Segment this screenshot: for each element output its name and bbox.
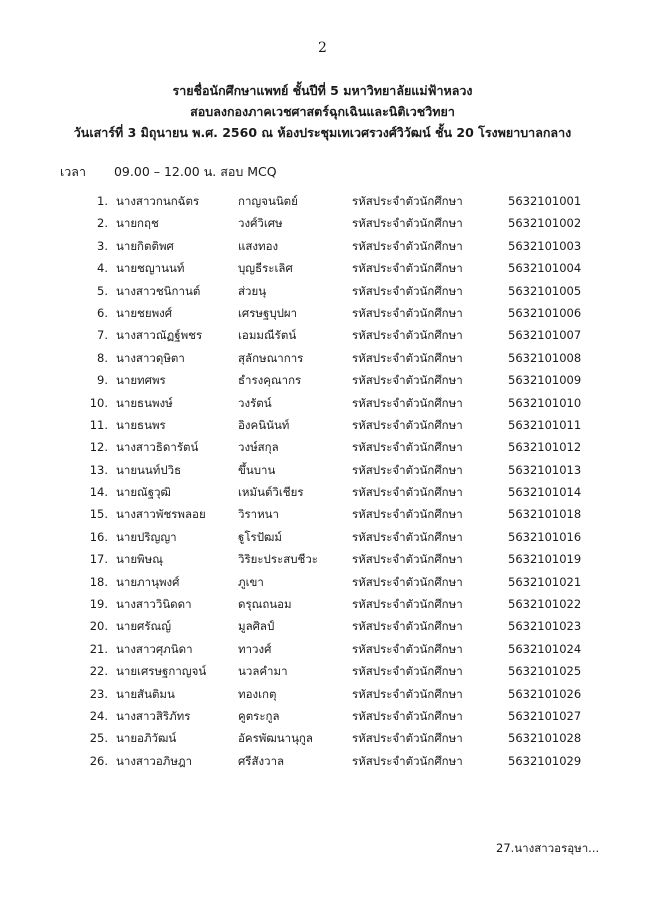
- student-row: [0, 662, 645, 684]
- student-first-name: นางสาวพัชรพลอย: [116, 507, 206, 522]
- student-number: 13.: [89, 462, 108, 477]
- student-last-name: ส่วยนุ: [238, 283, 267, 298]
- student-row: [0, 214, 645, 236]
- student-number: 1.: [97, 194, 108, 208]
- student-id-label: รหัสประจำตัวนักศึกษา: [352, 686, 463, 701]
- student-id: 5632101011: [508, 417, 582, 432]
- student-id-label: รหัสประจำตัวนักศึกษา: [352, 485, 463, 500]
- student-number: 17.: [89, 552, 108, 567]
- student-last-name: วงษ์สกุล: [238, 440, 279, 455]
- student-row: [0, 640, 645, 662]
- student-first-name: นายธนพร: [116, 417, 166, 432]
- student-id: 5632101013: [508, 462, 582, 477]
- student-row: [0, 304, 645, 326]
- session-time: 09.00 – 12.00 น. สอบ MCQ: [113, 164, 277, 179]
- student-number: 19.: [89, 597, 108, 612]
- student-id-label: รหัสประจำตัวนักศึกษา: [352, 440, 463, 455]
- student-first-name: นายกิตติพศ: [116, 238, 174, 253]
- student-last-name: ศรีสังวาล: [238, 753, 285, 768]
- header-date-venue: วันเสาร์ที่ 3 มิถุนายน พ.ศ. 2560 ณ ห้องประชุมเทเวศรวงศ์วิวัฒน์ ชั้น 20 โรงพยาบาลกลาง: [73, 125, 572, 140]
- student-id: 5632101023: [508, 619, 582, 634]
- student-number: 15.: [89, 507, 108, 522]
- student-row: [0, 505, 645, 527]
- student-row: [0, 707, 645, 729]
- student-row: [0, 349, 645, 371]
- student-first-name: นายอภิวัฒน์: [116, 731, 177, 746]
- student-first-name: นายกฤช: [116, 216, 159, 231]
- student-first-name: นางสาวชนิกานต์: [116, 283, 201, 298]
- student-last-name: ดรุณถนอม: [238, 597, 292, 612]
- student-row: [0, 573, 645, 595]
- continuation-note: 27.นางสาวอรอุษา...: [496, 841, 600, 855]
- student-first-name: นางสาวณัฏฐ์พชร: [116, 328, 203, 343]
- student-id-label: รหัสประจำตัวนักศึกษา: [352, 261, 463, 276]
- student-roster: [0, 192, 645, 774]
- student-row: [0, 394, 645, 416]
- student-number: 22.: [89, 664, 108, 679]
- student-id: 5632101022: [508, 597, 582, 612]
- student-first-name: นางสาวสิริภัทร: [116, 708, 191, 723]
- student-id: 5632101027: [508, 708, 582, 723]
- student-id-label: รหัสประจำตัวนักศึกษา: [352, 283, 463, 298]
- student-row: [0, 685, 645, 707]
- student-row: [0, 617, 645, 639]
- student-id: 5632101002: [508, 216, 582, 231]
- student-last-name: เหมันต์วิเชียร: [238, 485, 304, 500]
- student-last-name: วิราหนา: [238, 507, 279, 522]
- student-number: 4.: [97, 261, 108, 276]
- student-last-name: อิงคนินันท์: [238, 417, 290, 432]
- student-id: 5632101028: [508, 731, 582, 746]
- student-id-label: รหัสประจำตัวนักศึกษา: [352, 194, 463, 208]
- student-row: [0, 282, 645, 304]
- student-number: 18.: [89, 574, 108, 589]
- student-number: 16.: [89, 529, 108, 544]
- student-first-name: นางสาวศุภนิดา: [116, 641, 193, 656]
- student-number: 9.: [97, 373, 108, 388]
- student-number: 11.: [89, 417, 108, 432]
- student-last-name: คูตระกูล: [238, 708, 280, 723]
- student-id-label: รหัสประจำตัวนักศึกษา: [352, 417, 463, 432]
- student-last-name: ภูเขา: [238, 574, 264, 589]
- student-last-name: อัครพัฒนานุกูล: [238, 731, 313, 746]
- student-row: [0, 416, 645, 438]
- student-last-name: วงศ์วิเศษ: [238, 216, 283, 231]
- student-id-label: รหัสประจำตัวนักศึกษา: [352, 328, 463, 343]
- student-row: [0, 550, 645, 572]
- student-id-label: รหัสประจำตัวนักศึกษา: [352, 708, 463, 723]
- student-id: 5632101005: [508, 283, 582, 298]
- student-row: [0, 595, 645, 617]
- student-number: 14.: [89, 485, 108, 500]
- student-first-name: นายภานุพงศ์: [116, 574, 180, 589]
- student-first-name: นายธนพงษ์: [116, 395, 173, 410]
- student-id-label: รหัสประจำตัวนักศึกษา: [352, 664, 463, 679]
- student-id-label: รหัสประจำตัวนักศึกษา: [352, 216, 463, 231]
- student-row: [0, 752, 645, 774]
- student-first-name: นายศรัณญ์: [116, 619, 172, 634]
- student-last-name: เอมมณีรัตน์: [238, 328, 297, 343]
- student-number: 6.: [97, 305, 108, 320]
- student-last-name: สุลักษณาการ: [238, 350, 304, 365]
- student-number: 5.: [97, 283, 108, 298]
- header-subtitle: สอบลงกองภาคเวชศาสตร์ฉุกเฉินและนิติเวชวิทยา: [190, 104, 455, 119]
- student-id: 5632101006: [508, 305, 582, 320]
- student-id-label: รหัสประจำตัวนักศึกษา: [352, 731, 463, 746]
- student-number: 23.: [89, 686, 108, 701]
- student-row: [0, 259, 645, 281]
- student-first-name: นายชญานนท์: [116, 261, 185, 276]
- student-last-name: วงรัตน์: [238, 395, 272, 410]
- student-row: [0, 528, 645, 550]
- student-last-name: ธำรงคุณากร: [238, 373, 302, 388]
- student-last-name: นวลคำมา: [238, 664, 288, 679]
- student-first-name: นายพิษณุ: [116, 552, 163, 567]
- student-last-name: ฐูโรปัฒม์: [238, 529, 282, 544]
- student-id-label: รหัสประจำตัวนักศึกษา: [352, 305, 463, 320]
- header-title: รายชื่อนักศึกษาแพทย์ ชั้นปีที่ 5 มหาวิทยาลัยแม่ฟ้าหลวง: [172, 83, 473, 98]
- student-id: 5632101016: [508, 529, 582, 544]
- student-id-label: รหัสประจำตัวนักศึกษา: [352, 641, 463, 656]
- student-id-label: รหัสประจำตัวนักศึกษา: [352, 552, 463, 567]
- student-first-name: นายชยพงศ์: [116, 305, 173, 320]
- student-number: 10.: [89, 395, 108, 410]
- student-id-label: รหัสประจำตัวนักศึกษา: [352, 529, 463, 544]
- student-number: 20.: [89, 619, 108, 634]
- student-id: 5632101004: [508, 261, 582, 276]
- student-id: 5632101001: [508, 194, 582, 208]
- student-number: 2.: [97, 216, 108, 231]
- student-first-name: นางสาวกนกฉัตร: [116, 194, 200, 208]
- student-number: 25.: [89, 731, 108, 746]
- student-first-name: นายปริญญา: [116, 529, 177, 544]
- student-id: 5632101003: [508, 238, 582, 253]
- student-row: [0, 461, 645, 483]
- session-label: เวลา: [60, 164, 86, 179]
- student-last-name: แสงทอง: [238, 238, 279, 253]
- student-row: [0, 438, 645, 460]
- student-id: 5632101010: [508, 395, 582, 410]
- student-first-name: นางสาวอภิษฎา: [116, 753, 193, 768]
- student-last-name: มูลศิลป์: [238, 619, 275, 634]
- student-id-label: รหัสประจำตัวนักศึกษา: [352, 350, 463, 365]
- student-row: [0, 483, 645, 505]
- student-id: 5632101009: [508, 373, 582, 388]
- student-last-name: วิริยะประสบชีวะ: [238, 552, 318, 567]
- student-id-label: รหัสประจำตัวนักศึกษา: [352, 373, 463, 388]
- student-id: 5632101008: [508, 350, 582, 365]
- student-row: [0, 729, 645, 751]
- student-number: 24.: [89, 708, 108, 723]
- student-id-label: รหัสประจำตัวนักศึกษา: [352, 619, 463, 634]
- student-id: 5632101007: [508, 328, 582, 343]
- student-id: 5632101012: [508, 440, 582, 455]
- document-header: [0, 80, 645, 143]
- student-number: 26.: [89, 753, 108, 768]
- student-last-name: บุญธีระเลิศ: [238, 261, 293, 276]
- student-last-name: เศรษฐบุปผา: [238, 305, 298, 320]
- student-id: 5632101025: [508, 664, 582, 679]
- student-number: 8.: [97, 350, 108, 365]
- student-row: [0, 237, 645, 259]
- student-id-label: รหัสประจำตัวนักศึกษา: [352, 597, 463, 612]
- student-number: 3.: [97, 238, 108, 253]
- student-id-label: รหัสประจำตัวนักศึกษา: [352, 574, 463, 589]
- student-id-label: รหัสประจำตัวนักศึกษา: [352, 238, 463, 253]
- student-id-label: รหัสประจำตัวนักศึกษา: [352, 395, 463, 410]
- student-row: [0, 326, 645, 348]
- exam-session: [60, 162, 277, 182]
- student-row: [0, 371, 645, 393]
- student-first-name: นายณัฐวุฒิ: [116, 485, 171, 500]
- student-id: 5632101029: [508, 753, 582, 768]
- student-id-label: รหัสประจำตัวนักศึกษา: [352, 507, 463, 522]
- student-first-name: นายทศพร: [116, 373, 166, 388]
- student-id-label: รหัสประจำตัวนักศึกษา: [352, 753, 463, 768]
- student-last-name: ทองเกตุ: [238, 686, 277, 701]
- student-first-name: นายนนท์ปวิธ: [116, 462, 182, 477]
- student-first-name: นางสาวธิดารัตน์: [116, 440, 199, 455]
- student-id: 5632101021: [508, 574, 582, 589]
- student-id: 5632101026: [508, 686, 582, 701]
- student-last-name: กาญจนนิตย์: [238, 194, 298, 208]
- student-last-name: ขึ้นบาน: [238, 462, 276, 477]
- student-id: 5632101018: [508, 507, 582, 522]
- student-id-label: รหัสประจำตัวนักศึกษา: [352, 462, 463, 477]
- page-number: 2: [318, 40, 327, 56]
- student-number: 12.: [89, 440, 108, 455]
- student-id: 5632101024: [508, 641, 582, 656]
- student-id: 5632101019: [508, 552, 582, 567]
- student-first-name: นางสาวดุษิตา: [116, 350, 185, 365]
- student-last-name: ทาวงศ์: [238, 641, 272, 656]
- student-first-name: นายสันติมน: [116, 686, 175, 701]
- student-number: 7.: [97, 328, 108, 343]
- student-id: 5632101014: [508, 485, 582, 500]
- student-first-name: นายเศรษฐกาญจน์: [116, 664, 207, 679]
- student-first-name: นางสาววินิดดา: [116, 597, 192, 612]
- student-row: [0, 192, 645, 214]
- student-number: 21.: [89, 641, 108, 656]
